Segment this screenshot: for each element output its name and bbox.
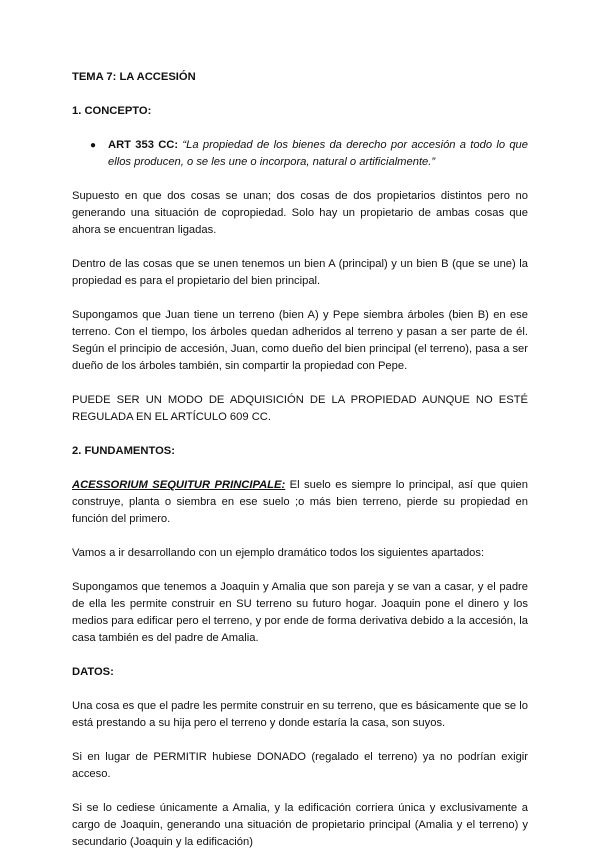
section-heading-datos: DATOS: <box>72 666 114 678</box>
section-heading-fundamentos: 2. FUNDAMENTOS: <box>72 445 175 457</box>
paragraph-cesion-amalia: Si se lo cediese únicamente a Amalia, y la edificación corriera única y exclusivamente a cargo de Joaquin, generando una situación de propietario principal (Amalia y el terreno) y secundario (Joaquin y la edificación) <box>72 802 528 848</box>
paragraph-permiso: Una cosa es que el padre les permite construir en su terreno, que es básicamente que se lo está prestando a su hija pero el terreno y donde estaría la casa, son suyos. <box>72 700 528 729</box>
paragraph-accessorium <box>72 477 528 528</box>
bullet-dot-icon: ● <box>90 140 97 151</box>
paragraph-joaquin-amalia: Supongamos que tenemos a Joaquin y Amalia que son pareja y se van a casar, y el padre de ella les permite construir en SU terreno su futuro hogar. Joaquin pone el dinero y los medios para edificar pero el terreno, y por ende de forma derivativa debido a la accesión, la casa también es del padre de Amalia. <box>72 581 528 644</box>
paragraph-supuesto: Supuesto en que dos cosas se unan; dos cosas de dos propietarios distintos pero no generando una situación de copropiedad. Solo hay un propietario de ambas cosas que ahora se encuentran ligadas. <box>72 190 528 236</box>
latin-principle: ACESSORIUM SEQUITUR PRINCIPALE: <box>72 479 286 491</box>
article-quote: “La propiedad de los bienes da derecho por accesión a todo lo que ellos producen, o se les une o incorpora, natural o artificialmente.” <box>108 139 529 168</box>
paragraph-bien-principal: Dentro de las cosas que se unen tenemos un bien A (principal) y un bien B (que se une) la propiedad es para el propietario del bien principal. <box>72 258 528 287</box>
paragraph-donado: Si en lugar de PERMITIR hubiese DONADO (regalado el terreno) ya no podrían exigir acceso. <box>72 751 528 780</box>
paragraph-ejemplo-intro: Vamos a ir desarrollando con un ejemplo dramático todos los siguientes apartados: <box>72 547 485 559</box>
bullet-item-art353 <box>72 137 528 171</box>
bullet-text <box>108 137 528 171</box>
paragraph-modo-adquisicion: PUEDE SER UN MODO DE ADQUISICIÓN DE LA PROPIEDAD AUNQUE NO ESTÉ REGULADA EN EL ARTÍCULO 609 CC. <box>72 394 528 423</box>
article-label: ART 353 CC: <box>108 139 179 151</box>
section-heading-concepto: 1. CONCEPTO: <box>72 105 152 117</box>
document-title: TEMA 7: LA ACCESIÓN <box>72 71 196 83</box>
paragraph-ejemplo-juan: Supongamos que Juan tiene un terreno (bien A) y Pepe siembra árboles (bien B) en ese terreno. Con el tiempo, los árboles quedan adheridos al terreno y pasan a ser parte de él. Según el principio de accesión, Juan, como dueño del bien principal (el terreno), pasa a ser dueño de los árboles también, sin compartir la propiedad con Pepe. <box>72 309 528 372</box>
principle-explanation: El suelo es siempre lo principal, así que quien construye, planta o siembra en ese suelo ;o más bien terreno, pierde su propiedad en función del primero. <box>72 479 528 525</box>
document-page <box>72 69 528 851</box>
